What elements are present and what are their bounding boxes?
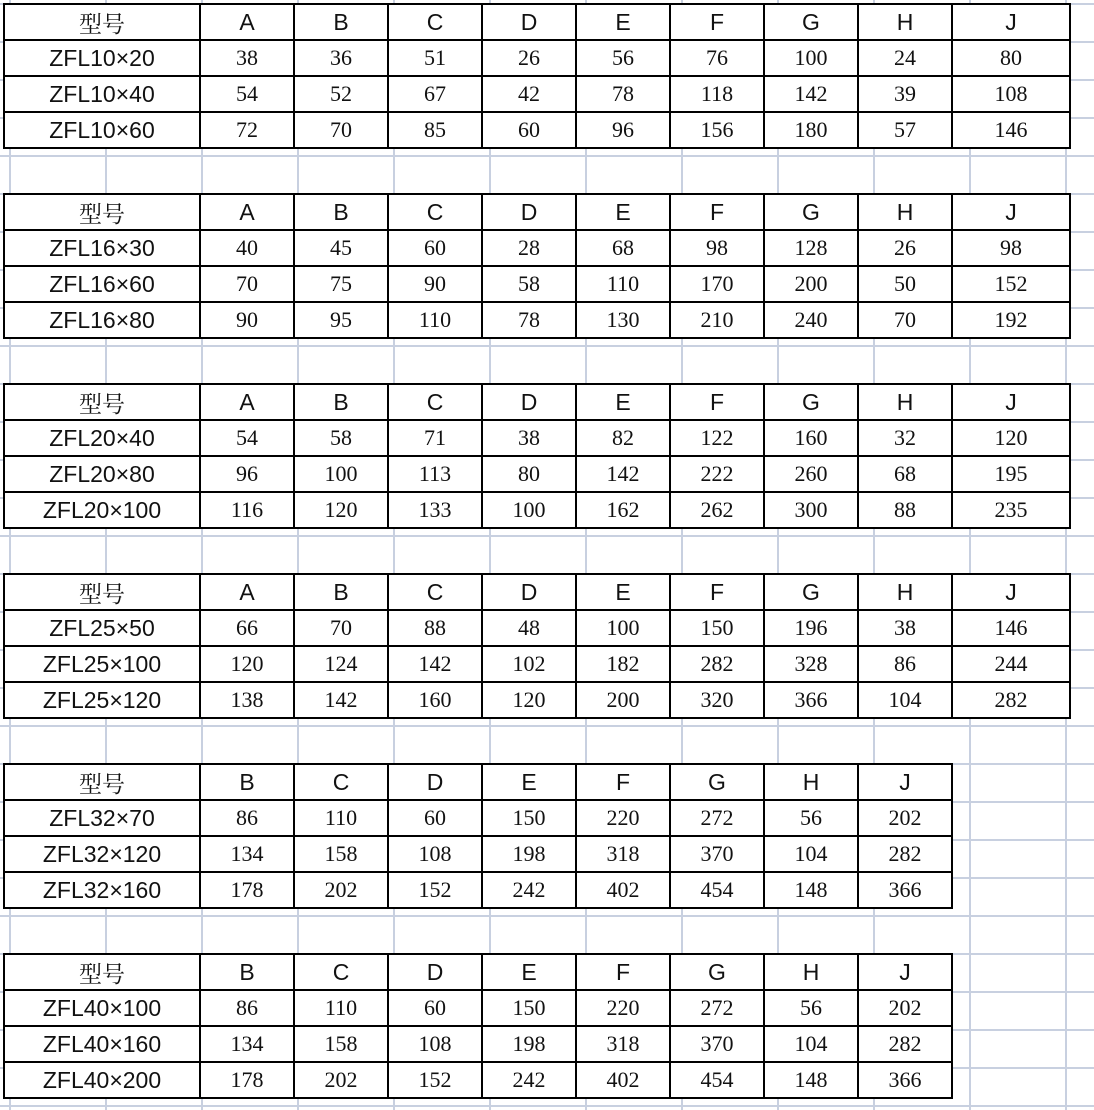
- header-cell[interactable]: J: [952, 194, 1070, 230]
- header-cell[interactable]: E: [576, 574, 670, 610]
- model-cell[interactable]: ZFL10×60: [4, 112, 200, 148]
- value-cell[interactable]: 320: [670, 682, 764, 718]
- value-cell[interactable]: 75: [294, 266, 388, 302]
- model-cell[interactable]: ZFL16×80: [4, 302, 200, 338]
- value-cell[interactable]: 110: [576, 266, 670, 302]
- value-cell[interactable]: 104: [858, 682, 952, 718]
- value-cell[interactable]: 170: [670, 266, 764, 302]
- value-cell[interactable]: 90: [388, 266, 482, 302]
- value-cell[interactable]: 148: [764, 872, 858, 908]
- value-cell[interactable]: 152: [388, 872, 482, 908]
- table-row: [4, 420, 1070, 456]
- spec-table-zfl40: [3, 953, 953, 1099]
- value-cell[interactable]: 120: [294, 492, 388, 528]
- header-cell[interactable]: A: [200, 384, 294, 420]
- model-cell[interactable]: ZFL32×70: [4, 800, 200, 836]
- header-cell-model[interactable]: 型号: [4, 4, 200, 40]
- value-cell[interactable]: 120: [952, 420, 1070, 456]
- value-cell[interactable]: 86: [200, 990, 294, 1026]
- value-cell[interactable]: 52: [294, 76, 388, 112]
- value-cell[interactable]: 178: [200, 872, 294, 908]
- value-cell[interactable]: 70: [200, 266, 294, 302]
- value-cell[interactable]: 56: [576, 40, 670, 76]
- table-row: [4, 990, 952, 1026]
- table-row: [4, 302, 1070, 338]
- header-cell[interactable]: E: [576, 194, 670, 230]
- value-cell[interactable]: 60: [388, 990, 482, 1026]
- value-cell[interactable]: 272: [670, 800, 764, 836]
- value-cell[interactable]: 86: [200, 800, 294, 836]
- value-cell[interactable]: 40: [200, 230, 294, 266]
- value-cell[interactable]: 272: [670, 990, 764, 1026]
- value-cell[interactable]: 76: [670, 40, 764, 76]
- value-cell[interactable]: 98: [952, 230, 1070, 266]
- value-cell[interactable]: 142: [576, 456, 670, 492]
- value-cell[interactable]: 402: [576, 1062, 670, 1098]
- header-cell[interactable]: H: [858, 384, 952, 420]
- value-cell[interactable]: 200: [764, 266, 858, 302]
- header-cell[interactable]: F: [670, 384, 764, 420]
- value-cell[interactable]: 58: [482, 266, 576, 302]
- value-cell[interactable]: 180: [764, 112, 858, 148]
- value-cell[interactable]: 120: [482, 682, 576, 718]
- value-cell[interactable]: 100: [482, 492, 576, 528]
- header-cell[interactable]: B: [200, 764, 294, 800]
- header-cell[interactable]: C: [388, 194, 482, 230]
- table-row: [4, 682, 1070, 718]
- value-cell[interactable]: 260: [764, 456, 858, 492]
- model-cell[interactable]: ZFL16×60: [4, 266, 200, 302]
- header-cell[interactable]: F: [670, 194, 764, 230]
- header-cell[interactable]: D: [482, 574, 576, 610]
- value-cell[interactable]: 366: [858, 1062, 952, 1098]
- value-cell[interactable]: 202: [294, 872, 388, 908]
- table-row: [4, 40, 1070, 76]
- header-cell[interactable]: H: [858, 4, 952, 40]
- header-cell[interactable]: B: [200, 954, 294, 990]
- value-cell[interactable]: 70: [294, 610, 388, 646]
- value-cell[interactable]: 60: [482, 112, 576, 148]
- spec-table-zfl32: [3, 763, 953, 909]
- model-cell[interactable]: ZFL20×80: [4, 456, 200, 492]
- value-cell[interactable]: 28: [482, 230, 576, 266]
- value-cell[interactable]: 282: [670, 646, 764, 682]
- value-cell[interactable]: 198: [482, 836, 576, 872]
- value-cell[interactable]: 51: [388, 40, 482, 76]
- spec-table-zfl16: [3, 193, 1071, 339]
- header-cell[interactable]: J: [858, 954, 952, 990]
- table-row: [4, 872, 952, 908]
- header-cell[interactable]: G: [764, 194, 858, 230]
- value-cell[interactable]: 45: [294, 230, 388, 266]
- header-cell[interactable]: H: [858, 194, 952, 230]
- value-cell[interactable]: 160: [388, 682, 482, 718]
- model-cell[interactable]: ZFL25×100: [4, 646, 200, 682]
- header-cell[interactable]: D: [388, 954, 482, 990]
- value-cell[interactable]: 142: [388, 646, 482, 682]
- value-cell[interactable]: 38: [858, 610, 952, 646]
- value-cell[interactable]: 318: [576, 1026, 670, 1062]
- header-cell[interactable]: F: [576, 764, 670, 800]
- header-cell-model[interactable]: 型号: [4, 954, 200, 990]
- value-cell[interactable]: 108: [952, 76, 1070, 112]
- value-cell[interactable]: 104: [764, 836, 858, 872]
- header-cell[interactable]: D: [482, 384, 576, 420]
- value-cell[interactable]: 222: [670, 456, 764, 492]
- table-row: [4, 112, 1070, 148]
- value-cell[interactable]: 242: [482, 1062, 576, 1098]
- header-cell[interactable]: J: [952, 384, 1070, 420]
- header-cell[interactable]: C: [294, 954, 388, 990]
- value-cell[interactable]: 108: [388, 1026, 482, 1062]
- header-cell[interactable]: A: [200, 4, 294, 40]
- model-cell[interactable]: ZFL10×40: [4, 76, 200, 112]
- value-cell[interactable]: 60: [388, 230, 482, 266]
- value-cell[interactable]: 138: [200, 682, 294, 718]
- value-cell[interactable]: 220: [576, 990, 670, 1026]
- header-cell[interactable]: B: [294, 4, 388, 40]
- header-cell[interactable]: C: [294, 764, 388, 800]
- model-cell[interactable]: ZFL40×100: [4, 990, 200, 1026]
- header-cell[interactable]: G: [670, 954, 764, 990]
- spec-table-zfl10: [3, 3, 1071, 149]
- header-cell-model[interactable]: 型号: [4, 764, 200, 800]
- table-row: [4, 456, 1070, 492]
- value-cell[interactable]: 128: [764, 230, 858, 266]
- value-cell[interactable]: 192: [952, 302, 1070, 338]
- table-row: [4, 610, 1070, 646]
- value-cell[interactable]: 146: [952, 112, 1070, 148]
- header-cell[interactable]: D: [482, 194, 576, 230]
- value-cell[interactable]: 42: [482, 76, 576, 112]
- value-cell[interactable]: 124: [294, 646, 388, 682]
- table-row: [4, 1026, 952, 1062]
- value-cell[interactable]: 39: [858, 76, 952, 112]
- value-cell[interactable]: 26: [482, 40, 576, 76]
- value-cell[interactable]: 120: [200, 646, 294, 682]
- value-cell[interactable]: 66: [200, 610, 294, 646]
- value-cell[interactable]: 110: [294, 990, 388, 1026]
- value-cell[interactable]: 366: [858, 872, 952, 908]
- value-cell[interactable]: 71: [388, 420, 482, 456]
- value-cell[interactable]: 116: [200, 492, 294, 528]
- model-cell[interactable]: ZFL20×40: [4, 420, 200, 456]
- header-cell[interactable]: J: [858, 764, 952, 800]
- value-cell[interactable]: 282: [858, 836, 952, 872]
- header-cell[interactable]: D: [482, 4, 576, 40]
- header-row: [4, 954, 952, 990]
- header-cell[interactable]: C: [388, 384, 482, 420]
- value-cell[interactable]: 150: [482, 990, 576, 1026]
- value-cell[interactable]: 152: [952, 266, 1070, 302]
- value-cell[interactable]: 86: [858, 646, 952, 682]
- table-row: [4, 646, 1070, 682]
- header-cell[interactable]: G: [764, 4, 858, 40]
- header-cell[interactable]: E: [482, 954, 576, 990]
- value-cell[interactable]: 110: [294, 800, 388, 836]
- header-cell[interactable]: D: [388, 764, 482, 800]
- value-cell[interactable]: 50: [858, 266, 952, 302]
- header-cell[interactable]: H: [764, 954, 858, 990]
- value-cell[interactable]: 162: [576, 492, 670, 528]
- value-cell[interactable]: 366: [764, 682, 858, 718]
- value-cell[interactable]: 178: [200, 1062, 294, 1098]
- model-cell[interactable]: ZFL40×200: [4, 1062, 200, 1098]
- value-cell[interactable]: 402: [576, 872, 670, 908]
- header-row: [4, 764, 952, 800]
- value-cell[interactable]: 182: [576, 646, 670, 682]
- value-cell[interactable]: 262: [670, 492, 764, 528]
- value-cell[interactable]: 56: [764, 990, 858, 1026]
- header-cell-model[interactable]: 型号: [4, 384, 200, 420]
- header-cell[interactable]: B: [294, 194, 388, 230]
- model-cell[interactable]: ZFL20×100: [4, 492, 200, 528]
- header-cell[interactable]: B: [294, 384, 388, 420]
- value-cell[interactable]: 318: [576, 836, 670, 872]
- value-cell[interactable]: 100: [764, 40, 858, 76]
- value-cell[interactable]: 100: [576, 610, 670, 646]
- header-cell[interactable]: G: [764, 384, 858, 420]
- value-cell[interactable]: 113: [388, 456, 482, 492]
- value-cell[interactable]: 70: [858, 302, 952, 338]
- value-cell[interactable]: 328: [764, 646, 858, 682]
- value-cell[interactable]: 150: [482, 800, 576, 836]
- value-cell[interactable]: 110: [388, 302, 482, 338]
- value-cell[interactable]: 85: [388, 112, 482, 148]
- value-cell[interactable]: 96: [576, 112, 670, 148]
- value-cell[interactable]: 98: [670, 230, 764, 266]
- value-cell[interactable]: 160: [764, 420, 858, 456]
- value-cell[interactable]: 80: [482, 456, 576, 492]
- value-cell[interactable]: 104: [764, 1026, 858, 1062]
- model-cell[interactable]: ZFL16×30: [4, 230, 200, 266]
- table-row: [4, 800, 952, 836]
- header-row: [4, 194, 1070, 230]
- value-cell[interactable]: 38: [482, 420, 576, 456]
- value-cell[interactable]: 134: [200, 1026, 294, 1062]
- header-cell[interactable]: J: [952, 4, 1070, 40]
- value-cell[interactable]: 454: [670, 872, 764, 908]
- value-cell[interactable]: 38: [200, 40, 294, 76]
- value-cell[interactable]: 235: [952, 492, 1070, 528]
- value-cell[interactable]: 78: [482, 302, 576, 338]
- header-cell[interactable]: J: [952, 574, 1070, 610]
- header-cell[interactable]: E: [482, 764, 576, 800]
- value-cell[interactable]: 242: [482, 872, 576, 908]
- value-cell[interactable]: 57: [858, 112, 952, 148]
- header-cell[interactable]: C: [388, 574, 482, 610]
- value-cell[interactable]: 100: [294, 456, 388, 492]
- header-cell[interactable]: E: [576, 384, 670, 420]
- value-cell[interactable]: 198: [482, 1026, 576, 1062]
- header-row: [4, 574, 1070, 610]
- value-cell[interactable]: 88: [388, 610, 482, 646]
- value-cell[interactable]: 36: [294, 40, 388, 76]
- table-row: [4, 230, 1070, 266]
- header-cell[interactable]: C: [388, 4, 482, 40]
- value-cell[interactable]: 148: [764, 1062, 858, 1098]
- header-cell[interactable]: G: [764, 574, 858, 610]
- value-cell[interactable]: 196: [764, 610, 858, 646]
- model-cell[interactable]: ZFL32×160: [4, 872, 200, 908]
- value-cell[interactable]: 202: [294, 1062, 388, 1098]
- value-cell[interactable]: 54: [200, 76, 294, 112]
- value-cell[interactable]: 210: [670, 302, 764, 338]
- value-cell[interactable]: 156: [670, 112, 764, 148]
- spec-table-zfl25: [3, 573, 1071, 719]
- model-cell[interactable]: ZFL32×120: [4, 836, 200, 872]
- value-cell[interactable]: 24: [858, 40, 952, 76]
- value-cell[interactable]: 68: [858, 456, 952, 492]
- value-cell[interactable]: 240: [764, 302, 858, 338]
- value-cell[interactable]: 134: [200, 836, 294, 872]
- table-row: [4, 492, 1070, 528]
- model-cell[interactable]: ZFL25×120: [4, 682, 200, 718]
- value-cell[interactable]: 158: [294, 1026, 388, 1062]
- header-row: [4, 4, 1070, 40]
- header-cell[interactable]: F: [670, 574, 764, 610]
- value-cell[interactable]: 370: [670, 1026, 764, 1062]
- value-cell[interactable]: 220: [576, 800, 670, 836]
- table-row: [4, 76, 1070, 112]
- value-cell[interactable]: 152: [388, 1062, 482, 1098]
- value-cell[interactable]: 56: [764, 800, 858, 836]
- value-cell[interactable]: 130: [576, 302, 670, 338]
- value-cell[interactable]: 158: [294, 836, 388, 872]
- value-cell[interactable]: 54: [200, 420, 294, 456]
- value-cell[interactable]: 118: [670, 76, 764, 112]
- table-row: [4, 266, 1070, 302]
- value-cell[interactable]: 72: [200, 112, 294, 148]
- model-cell[interactable]: ZFL25×50: [4, 610, 200, 646]
- value-cell[interactable]: 60: [388, 800, 482, 836]
- value-cell[interactable]: 82: [576, 420, 670, 456]
- header-cell[interactable]: A: [200, 574, 294, 610]
- value-cell[interactable]: 150: [670, 610, 764, 646]
- value-cell[interactable]: 200: [576, 682, 670, 718]
- header-cell[interactable]: H: [764, 764, 858, 800]
- header-cell-model[interactable]: 型号: [4, 574, 200, 610]
- value-cell[interactable]: 202: [858, 800, 952, 836]
- value-cell[interactable]: 58: [294, 420, 388, 456]
- table-row: [4, 836, 952, 872]
- value-cell[interactable]: 195: [952, 456, 1070, 492]
- value-cell[interactable]: 142: [764, 76, 858, 112]
- model-cell[interactable]: ZFL10×20: [4, 40, 200, 76]
- table-row: [4, 1062, 952, 1098]
- value-cell[interactable]: 244: [952, 646, 1070, 682]
- header-cell[interactable]: F: [670, 4, 764, 40]
- value-cell[interactable]: 142: [294, 682, 388, 718]
- value-cell[interactable]: 26: [858, 230, 952, 266]
- value-cell[interactable]: 146: [952, 610, 1070, 646]
- value-cell[interactable]: 102: [482, 646, 576, 682]
- header-row: [4, 384, 1070, 420]
- spec-table-zfl20: [3, 383, 1071, 529]
- header-cell[interactable]: A: [200, 194, 294, 230]
- value-cell[interactable]: 282: [952, 682, 1070, 718]
- header-cell[interactable]: F: [576, 954, 670, 990]
- value-cell[interactable]: 122: [670, 420, 764, 456]
- model-cell[interactable]: ZFL40×160: [4, 1026, 200, 1062]
- value-cell[interactable]: 454: [670, 1062, 764, 1098]
- value-cell[interactable]: 32: [858, 420, 952, 456]
- value-cell[interactable]: 95: [294, 302, 388, 338]
- value-cell[interactable]: 78: [576, 76, 670, 112]
- value-cell[interactable]: 202: [858, 990, 952, 1026]
- value-cell[interactable]: 300: [764, 492, 858, 528]
- value-cell[interactable]: 48: [482, 610, 576, 646]
- header-cell[interactable]: E: [576, 4, 670, 40]
- value-cell[interactable]: 108: [388, 836, 482, 872]
- value-cell[interactable]: 96: [200, 456, 294, 492]
- value-cell[interactable]: 70: [294, 112, 388, 148]
- header-cell-model[interactable]: 型号: [4, 194, 200, 230]
- header-cell[interactable]: B: [294, 574, 388, 610]
- value-cell[interactable]: 90: [200, 302, 294, 338]
- header-cell[interactable]: H: [858, 574, 952, 610]
- value-cell[interactable]: 133: [388, 492, 482, 528]
- value-cell[interactable]: 68: [576, 230, 670, 266]
- value-cell[interactable]: 80: [952, 40, 1070, 76]
- value-cell[interactable]: 370: [670, 836, 764, 872]
- value-cell[interactable]: 88: [858, 492, 952, 528]
- value-cell[interactable]: 282: [858, 1026, 952, 1062]
- header-cell[interactable]: G: [670, 764, 764, 800]
- value-cell[interactable]: 67: [388, 76, 482, 112]
